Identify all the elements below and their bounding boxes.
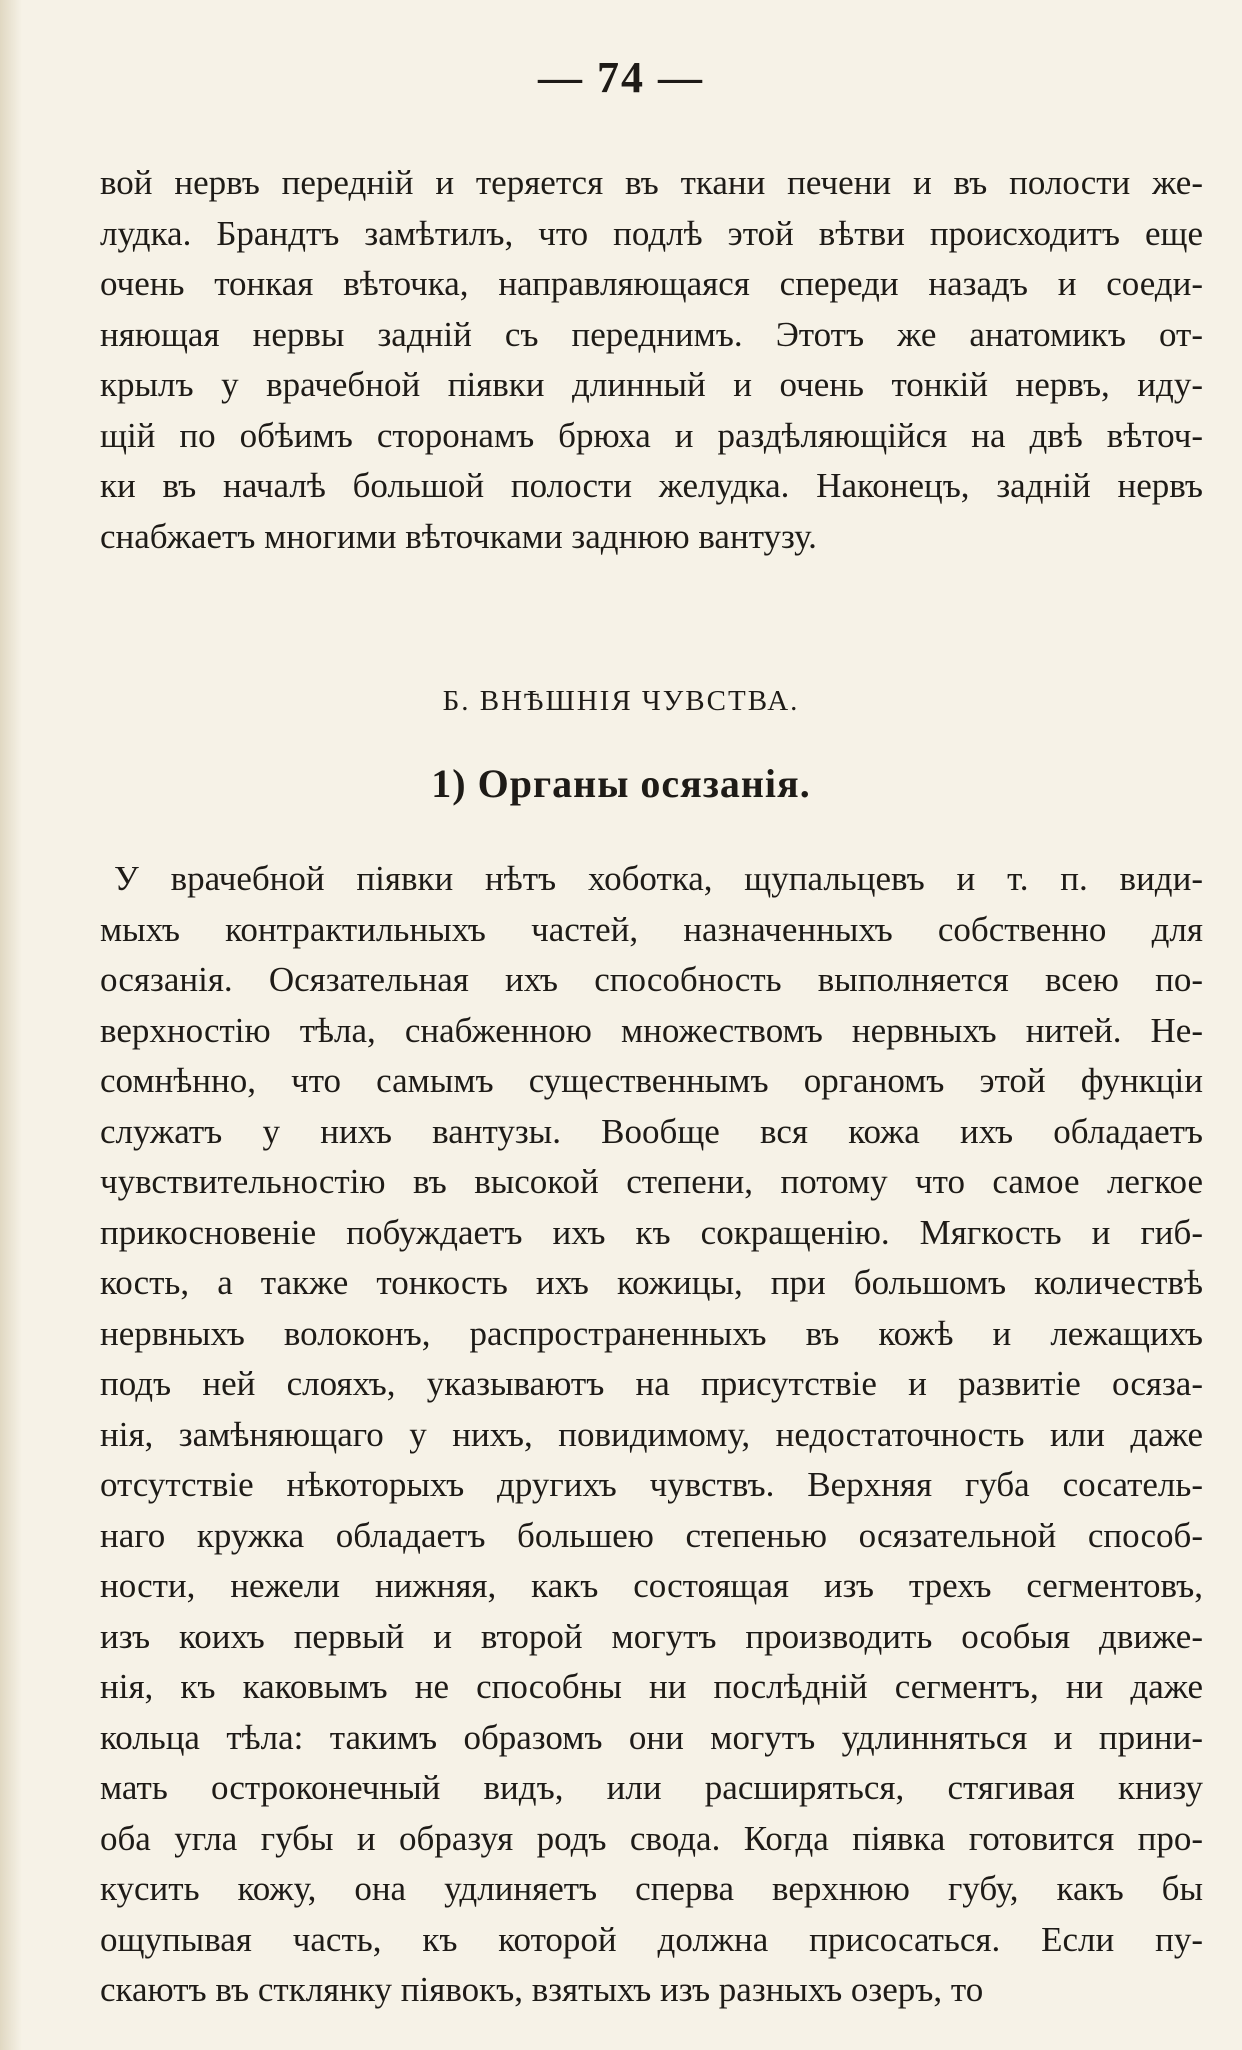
- text-line: наго кружка обладаетъ большею степенью осязательной способ-: [100, 1515, 1203, 1555]
- text-line: осязанія. Осязательная ихъ способность выполняется всею по-: [100, 960, 1203, 999]
- page-edge-shading: [0, 0, 22, 2050]
- text-line: крылъ у врачебной піявки длинный и очень тонкій нервъ, иду-: [100, 365, 1203, 404]
- text-line: служатъ у нихъ вантузы. Вообще вся кожа ихъ обладаетъ: [100, 1111, 1203, 1151]
- text-line: подъ ней слояхъ, указываютъ на присутствіе и развитіе осяза-: [100, 1364, 1203, 1403]
- text-line: прикосновеніе побуждаетъ ихъ къ сокращенію. Мягкость и гиб-: [100, 1212, 1203, 1252]
- text-line: изъ коихъ первый и второй могутъ производить особыя движе-: [100, 1616, 1203, 1656]
- text-line: кость, а также тонкость ихъ кожицы, при большомъ количествѣ: [100, 1263, 1203, 1302]
- text-line: ощупывая часть, къ которой должна присосаться. Если пу-: [100, 1919, 1203, 1959]
- text-line: щій по обѣимъ сторонамъ брюха и раздѣляющійся на двѣ вѣточ-: [100, 415, 1203, 455]
- text-line: верхностію тѣла, снабженною множествомъ нервныхъ нитей. Не-: [100, 1010, 1203, 1050]
- text-line: лудка. Брандтъ замѣтилъ, что подлѣ этой вѣтви происходитъ еще: [100, 213, 1203, 253]
- text-line: отсутствіе нѣкоторыхъ другихъ чувствъ. Верхняя губа сосатель-: [100, 1465, 1203, 1504]
- page-number: — 74 —: [538, 53, 704, 102]
- text-line: мать остроконечный видъ, или расширяться, стягивая книзу: [100, 1768, 1203, 1807]
- text-line: нія, къ каковымъ не способны ни послѣдній сегментъ, ни даже: [100, 1667, 1203, 1706]
- text-line: У врачебной піявки нѣтъ хоботка, щупальцевъ и т. п. види-: [114, 859, 1203, 898]
- text-line: снабжаетъ многими вѣточками заднюю вантузу.: [100, 516, 817, 556]
- section-heading: Б. ВНѢШНІЯ ЧУВСТВА.: [442, 685, 800, 717]
- text-line: чувствительностію въ высокой степени, потому что самое легкое: [100, 1162, 1203, 1201]
- text-line: очень тонкая вѣточка, направляющаяся спереди назадъ и соеди-: [100, 264, 1203, 303]
- paragraph-touch-organs: [100, 854, 1203, 2016]
- text-line: кусить кожу, она удлиняетъ сперва верхнюю губу, какъ бы: [100, 1869, 1203, 1908]
- subsection-heading: 1) Органы осязанія.: [431, 761, 811, 806]
- text-line: ности, нежели нижняя, какъ состоящая изъ трехъ сегментовъ,: [100, 1566, 1203, 1605]
- text-line: няющая нервы задній съ переднимъ. Этотъ же анатомикъ от-: [100, 314, 1203, 354]
- text-line: вой нервъ передній и теряется въ ткани печени и въ полости же-: [100, 163, 1203, 202]
- text-line: скаютъ въ стклянку піявокъ, взятыхъ изъ разныхъ озеръ, то: [100, 1970, 984, 2009]
- text-line: нервныхъ волоконъ, распространенныхъ въ кожѣ и лежащихъ: [100, 1313, 1203, 1353]
- text-line: сомнѣнно, что самымъ существеннымъ органомъ этой функціи: [100, 1061, 1203, 1100]
- text-line: мыхъ контрактильныхъ частей, назначенныхъ собственно для: [100, 909, 1203, 949]
- text-line: оба угла губы и образуя родъ свода. Когда піявка готовится про-: [100, 1818, 1203, 1858]
- text-line: нія, замѣняющаго у нихъ, повидимому, недостаточность или даже: [100, 1414, 1203, 1454]
- text-line: ки въ началѣ большой полости желудка. Наконецъ, задній нервъ: [100, 466, 1203, 505]
- paragraph-continued: [100, 158, 1203, 562]
- text-line: кольца тѣла: такимъ образомъ они могутъ удлинняться и прини-: [100, 1717, 1203, 1757]
